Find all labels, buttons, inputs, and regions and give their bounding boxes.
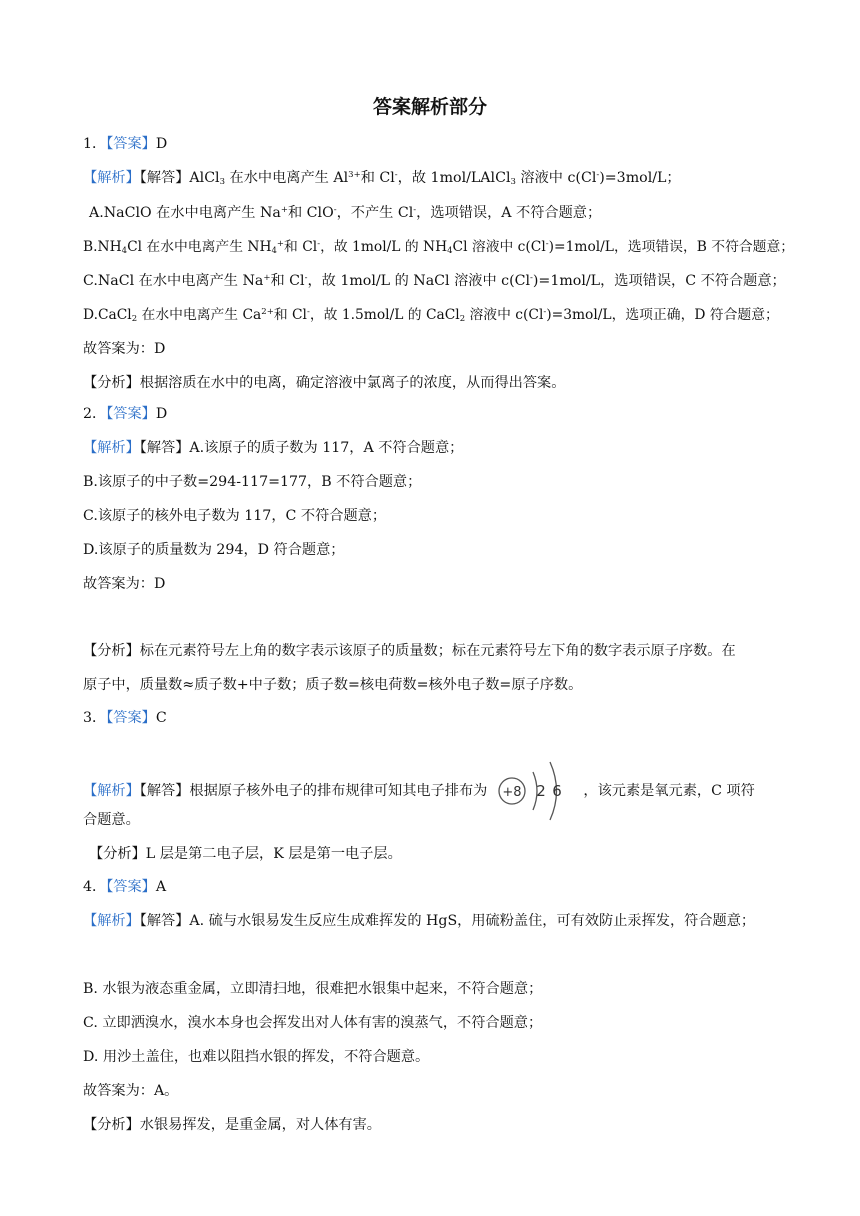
superscript: - [306, 307, 310, 317]
answer-tag: 【答案】 [106, 710, 156, 726]
text: A.NaClO 在水中电离产生 Na [89, 205, 281, 221]
text: 和 Cl [360, 170, 395, 186]
text: ，不产生 Cl [336, 205, 414, 221]
text: )=1mol/L，选项错误，C 不符合题意； [532, 273, 786, 289]
q1-explanation-line [83, 168, 681, 188]
text: 溶液中 c(Cl [465, 307, 544, 323]
analysis-tag: 【分析】 [89, 846, 146, 862]
nucleus-charge: +8 [502, 785, 522, 800]
text: 溶液中 c(Cl [515, 170, 597, 186]
q1-option-c [83, 271, 786, 291]
text: AlCl [189, 170, 220, 186]
text: ，故 1mol/LAlCl [397, 170, 511, 186]
text: Cl 溶液中 c(Cl [452, 239, 546, 255]
q3-explanation-continued: 合题意。 [83, 812, 140, 828]
q1-analysis [83, 373, 565, 393]
q3-analysis [89, 844, 402, 864]
text: ，故 1.5mol/L 的 CaCl [309, 307, 460, 323]
subscript: 4 [121, 246, 128, 256]
text: )=1mol/L，选项错误，B 不符合题意； [548, 239, 795, 255]
text: 在水中电离产生 Al [225, 170, 349, 186]
q4-option-d: D. 用沙土盖住，也难以阻挡水银的挥发，不符合题意。 [83, 1049, 430, 1065]
q4-explanation-line [83, 911, 755, 931]
q2-conclusion: 故答案为：D [83, 576, 166, 592]
q4-answer-value: A [155, 879, 167, 895]
q2-analysis-continued: 原子中，质量数≈质子数+中子数；质子数=核电荷数=核外电子数=原子序数。 [83, 677, 583, 693]
text: 和 Cl [273, 307, 307, 323]
superscript: - [413, 205, 417, 215]
q1-number: 1． [83, 136, 107, 152]
q4-option-c: C. 立即洒溴水，溴水本身也会挥发出对人体有害的溴蒸气，不符合题意； [83, 1015, 543, 1031]
subscript: 2 [459, 314, 466, 324]
q2-number: 2． [83, 406, 107, 422]
text: A. 硫与水银易发生反应生成难挥发的 HgS，用硫粉盖住，可有效防止汞挥发，符合题意； [189, 913, 756, 929]
text: 和 Cl [284, 239, 318, 255]
text: D.CaCl [83, 307, 132, 323]
superscript: - [304, 273, 308, 283]
q1-conclusion: 故答案为：D [83, 341, 166, 357]
jieda-tag: 【解答】 [139, 913, 190, 929]
answer-tag: 【答案】 [106, 136, 156, 152]
atom-structure-diagram [493, 759, 577, 823]
text: 和 Cl [270, 273, 305, 289]
superscript: + [280, 205, 288, 215]
q1-answer-value: D [155, 136, 168, 152]
q3-explanation-line [83, 759, 755, 823]
analysis-text: L 层是第二电子层，K 层是第一电子层。 [145, 846, 402, 862]
jiexi-tag: 【解析】 [83, 440, 140, 456]
superscript: - [543, 307, 547, 317]
jieda-tag: 【解答】 [139, 170, 190, 186]
text: )=3mol/L； [599, 170, 681, 186]
superscript: 3+ [348, 170, 361, 180]
q2-option-d: D.该原子的质量数为 294，D 符合题意； [83, 542, 345, 558]
q3-answer-line [83, 708, 167, 728]
analysis-tag: 【分析】 [83, 643, 140, 659]
superscript: - [317, 239, 321, 249]
page-title: 答案解析部分 [372, 96, 487, 118]
q4-analysis [83, 1115, 381, 1135]
superscript: + [276, 239, 285, 249]
q1-answer-line [83, 134, 167, 154]
q2-answer-line [83, 404, 167, 424]
analysis-tag: 【分析】 [83, 375, 140, 391]
superscript: - [596, 170, 600, 180]
text: 根据原子核外电子的排布规律可知其电子排布为 [189, 783, 488, 799]
superscript: - [333, 205, 337, 215]
text: 和 ClO [287, 205, 334, 221]
jieda-tag: 【解答】 [139, 783, 190, 799]
subscript: 3 [510, 177, 516, 187]
analysis-tag: 【分析】 [83, 1117, 140, 1133]
superscript: + [263, 273, 271, 283]
text: ，该元素是氧元素，C 项符 [583, 783, 755, 799]
q2-option-b: B.该原子的中子数=294-117=177，B 不符合题意； [83, 474, 422, 490]
q2-answer-value: D [155, 406, 168, 422]
jieda-tag: 【解答】 [139, 440, 190, 456]
subscript: 4 [447, 246, 453, 256]
q2-explanation-line [83, 438, 463, 458]
text: ，故 1mol/L 的 NaCl 溶液中 c(Cl [307, 273, 531, 289]
text: )=3mol/L，选项正确，D 符合题意； [546, 307, 779, 323]
q1-option-d [83, 305, 779, 325]
text: Cl 在水中电离产生 NH [127, 239, 272, 255]
analysis-text: 根据溶质在水中的电离，确定溶液中氯离子的浓度，从而得出答案。 [139, 375, 566, 391]
q3-answer-value: C [155, 710, 167, 726]
jiexi-tag: 【解析】 [83, 170, 140, 186]
text: B.NH [83, 239, 122, 255]
text: ，选项错误，A 不符合题意； [416, 205, 602, 221]
subscript: 3 [219, 177, 226, 187]
subscript: 4 [271, 246, 277, 256]
superscript: - [545, 239, 549, 249]
text: A.该原子的质子数为 117，A 不符合题意； [189, 440, 464, 456]
q4-option-b: B. 水银为液态重金属，立即清扫地，很难把水银集中起来，不符合题意； [83, 981, 543, 997]
superscript: - [530, 273, 533, 283]
q2-option-c: C.该原子的核外电子数为 117，C 不符合题意； [83, 508, 387, 524]
analysis-text: 水银易挥发，是重金属，对人体有害。 [139, 1117, 381, 1133]
text: 在水中电离产生 Ca [137, 307, 262, 323]
shell-1-electrons: 2 [536, 782, 547, 800]
answer-tag: 【答案】 [106, 406, 156, 422]
shell-2-electrons: 6 [552, 782, 563, 800]
q4-number: 4． [83, 879, 107, 895]
jiexi-tag: 【解析】 [83, 913, 140, 929]
q4-answer-line [83, 877, 166, 897]
q4-conclusion: 故答案为：A。 [83, 1083, 179, 1099]
q1-option-b [83, 237, 794, 257]
text: C.NaCl 在水中电离产生 Na [83, 273, 264, 289]
answer-tag: 【答案】 [106, 879, 156, 895]
text: ，故 1mol/L 的 NH [320, 239, 448, 255]
superscript: - [394, 170, 398, 180]
analysis-text: 标在元素符号左上角的数字表示该原子的质量数；标在元素符号左下角的数字表示原子序数。在 [139, 643, 736, 659]
q3-number: 3． [83, 710, 107, 726]
superscript: 2+ [261, 307, 274, 317]
q2-analysis [83, 641, 736, 661]
subscript: 2 [131, 314, 138, 324]
q1-option-a [89, 203, 601, 223]
jiexi-tag: 【解析】 [83, 783, 140, 799]
